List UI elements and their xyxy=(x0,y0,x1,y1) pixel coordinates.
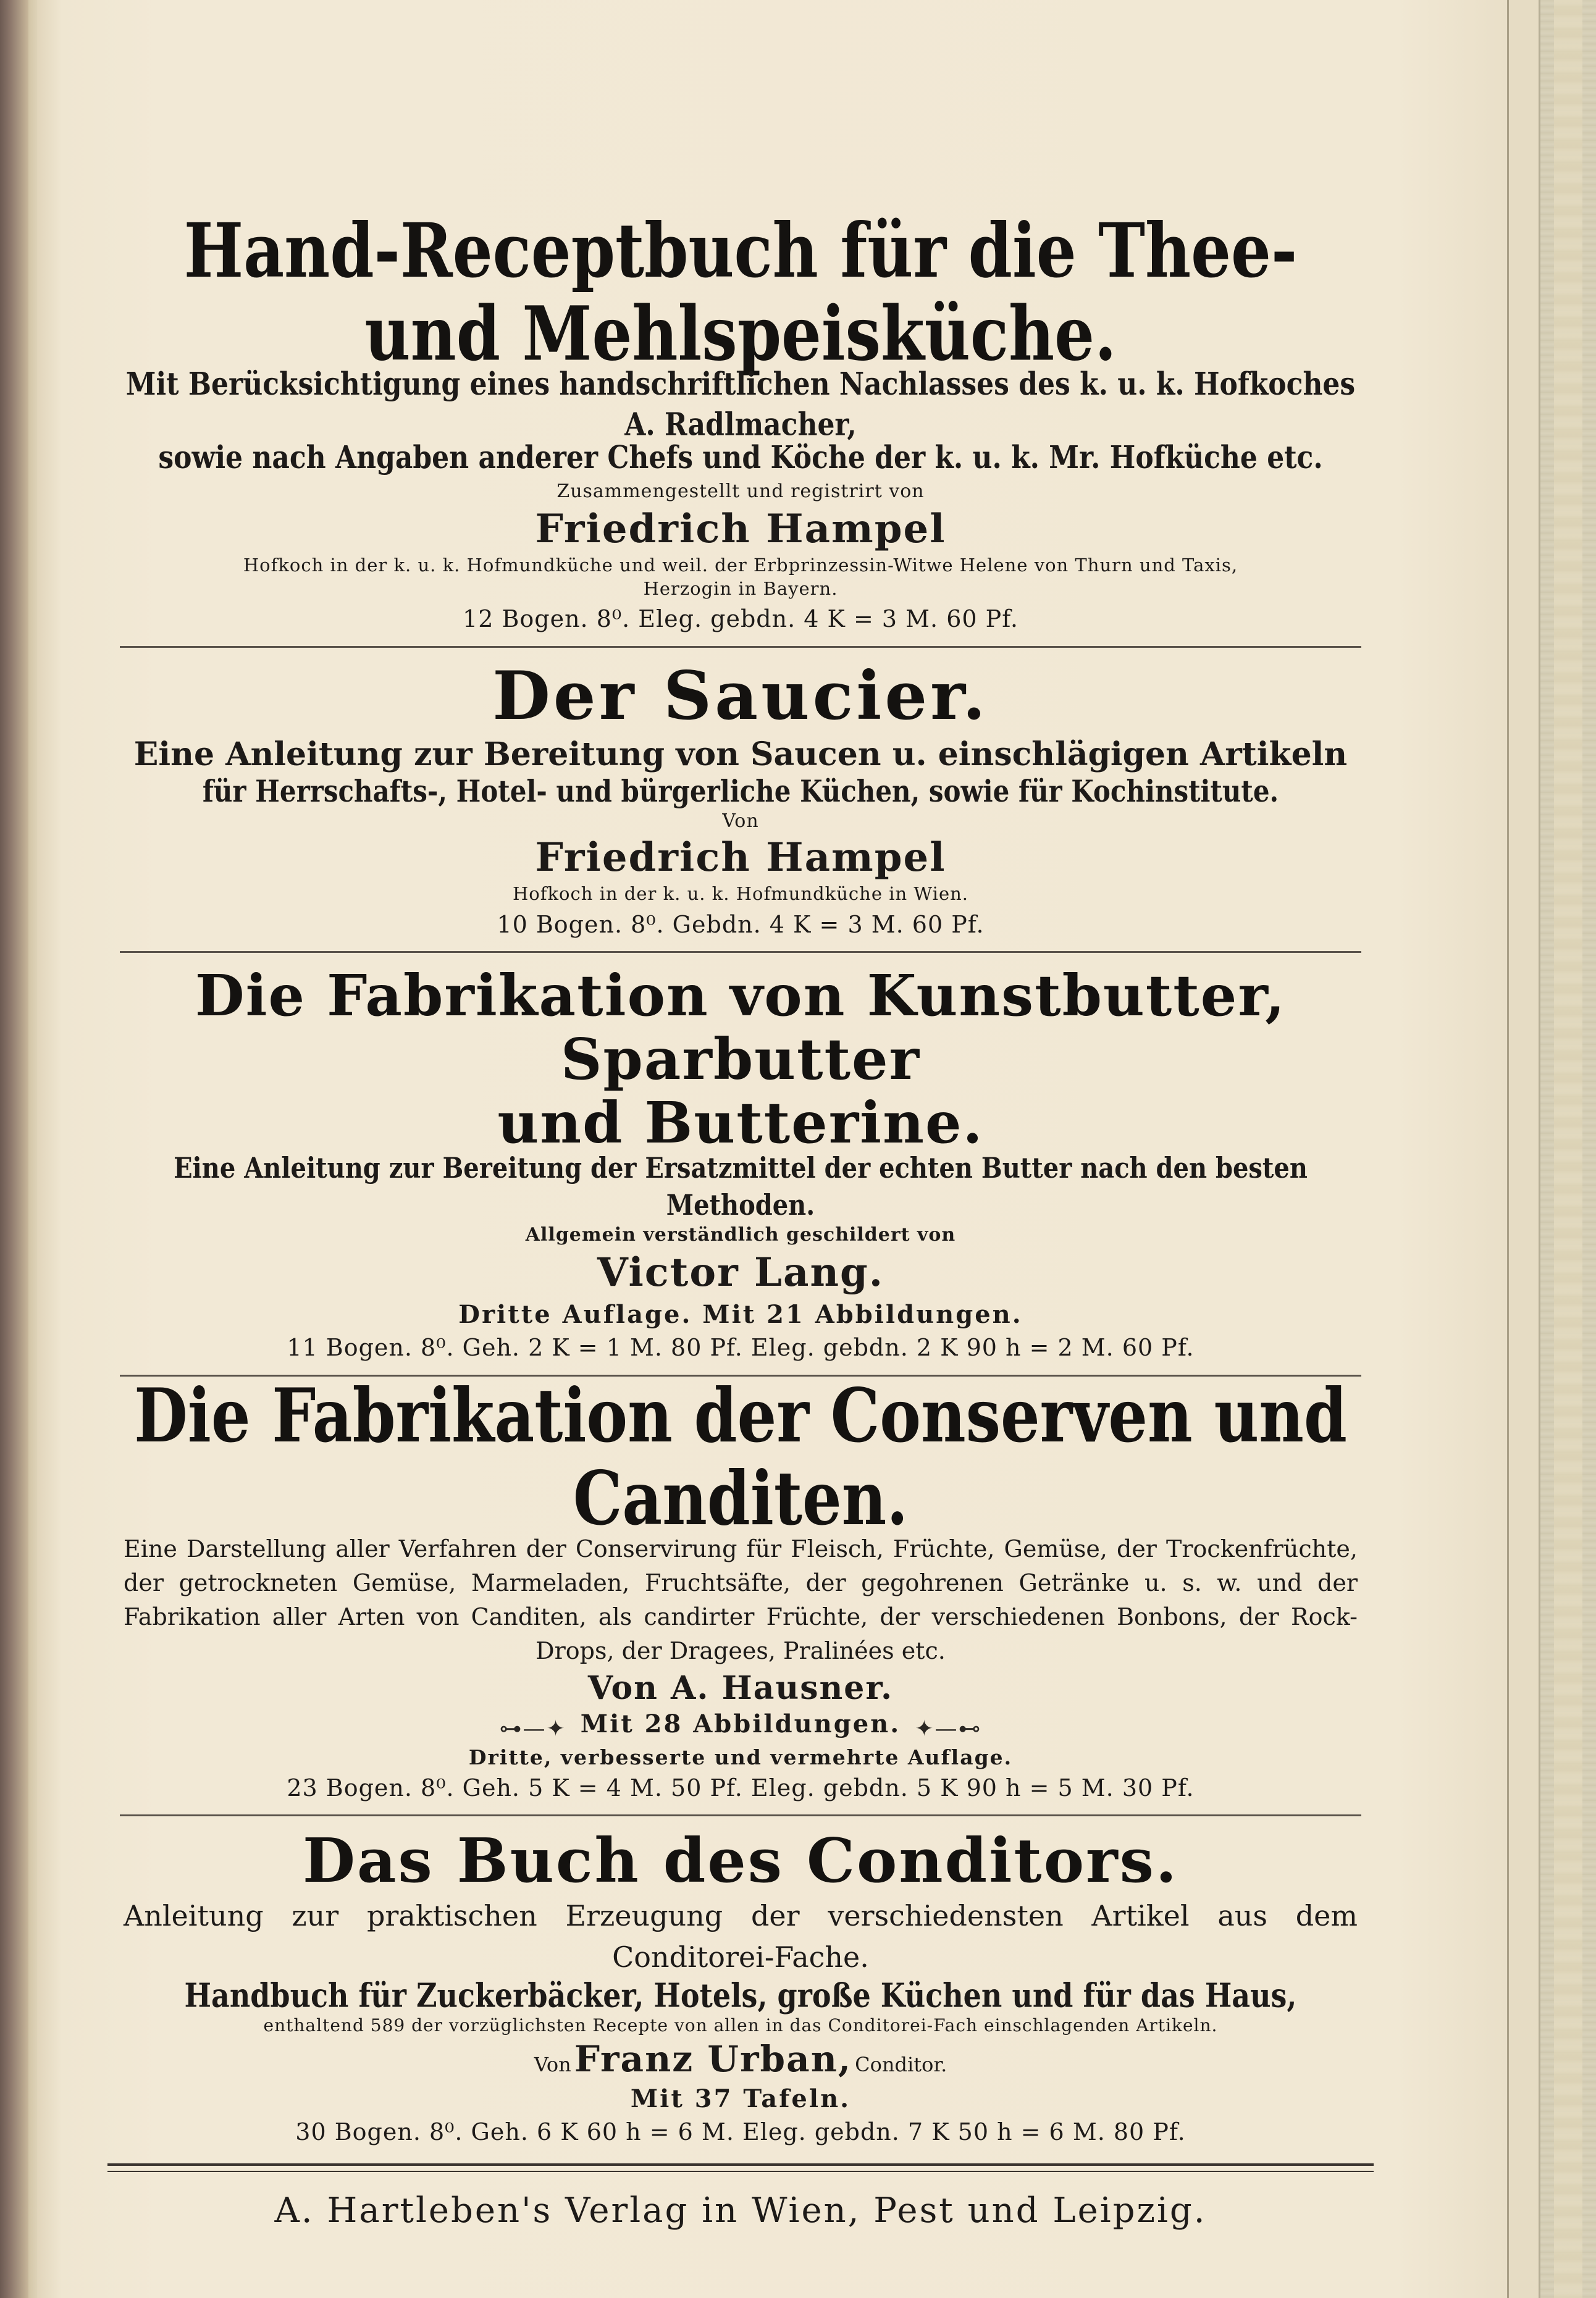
price-line: 10 Bogen. 8⁰. Gebdn. 4 K = 3 M. 60 Pf. xyxy=(497,910,985,938)
book-entry-conserven xyxy=(120,1371,1361,1804)
credit-line: Zusammengestellt und registrirt von xyxy=(556,480,925,503)
illustrations-row xyxy=(120,1708,1361,1744)
book-subtitle: Eine Anleitung zur Bereitung von Saucen u. einschlägigen Artikeln xyxy=(133,735,1348,773)
book-description: Eine Darstellung aller Verfahren der Conservirung für Fleisch, Früchte, Gemüse, der Trockenfrüchte, der getrockneten Gemüse, Marmeladen, Fruchtsäfte, der gegohrenen Getränke u. s. w. und der Fabrikation aller Arten von Canditen, als candirter Früchte, der verschiedenen Bonbons, der Rock-Drops, der Dragees, Pralinées etc. xyxy=(124,1535,1358,1664)
credit-line: Von xyxy=(722,810,759,832)
illustrations-line: Mit 28 Abbildungen. xyxy=(580,1709,901,1738)
divider xyxy=(120,1814,1361,1816)
ornament-right-icon: ✦—⊷ xyxy=(915,1716,982,1742)
book-cover-edge xyxy=(1539,0,1596,2298)
book-title: Die Fabrikation der Conserven und Canditen. xyxy=(134,1371,1347,1542)
book-entry-hand-receptbuch xyxy=(120,207,1361,635)
book-entry-der-saucier xyxy=(120,656,1361,940)
footer-divider xyxy=(107,2163,1374,2172)
book-entry-kunstbutter xyxy=(120,964,1361,1363)
plates-line: Mit 37 Tafeln. xyxy=(630,2084,851,2113)
edition-line: Dritte, verbesserte und vermehrte Auflage. xyxy=(468,1745,1013,1769)
book-subtitle: Anleitung zur praktischen Erzeugung der verschiedensten Artikel aus dem Conditorei-Fache. xyxy=(124,1898,1358,1974)
book-subtitle: sowie nach Angaben anderer Chefs und Köche der k. u. k. Mr. Hofküche etc. xyxy=(158,440,1323,476)
book-title: Hand-Receptbuch für die Thee- und Mehlspeisküche. xyxy=(183,207,1298,379)
divider xyxy=(120,951,1361,953)
author-role: Conditor. xyxy=(855,2053,947,2077)
author-name: Franz Urban, xyxy=(574,2038,852,2081)
price-line: 11 Bogen. 8⁰. Geh. 2 K = 1 M. 80 Pf. Eleg. gebdn. 2 K 90 h = 2 M. 60 Pf. xyxy=(287,1334,1195,1362)
book-entry-buch-des-conditors xyxy=(120,1827,1361,2147)
advertisement-content xyxy=(120,207,1361,2265)
book-subtitle: für Herrschafts-, Hotel- und bürgerliche Küchen, sowie für Kochinstitute. xyxy=(202,774,1279,809)
book-spine xyxy=(0,0,28,2298)
author-info: Hofkoch in der k. u. k. Hofmundküche in Wien. xyxy=(512,883,968,904)
credit-line: Allgemein verständlich geschildert von xyxy=(525,1224,956,1246)
author-info: Herzogin in Bayern. xyxy=(643,577,838,599)
book-title-line: und Butterine. xyxy=(497,1089,984,1157)
von-label: Von xyxy=(534,2053,571,2077)
book-subtitle: Handbuch für Zuckerbäcker, Hotels, große Küchen und für das Haus, xyxy=(184,1976,1297,2015)
author-name: Von A. Hausner. xyxy=(587,1669,894,1707)
book-title-line: Die Fabrikation von Kunstbutter, Sparbutter xyxy=(195,962,1287,1093)
book-title: Das Buch des Conditors. xyxy=(303,1826,1178,1897)
page-sheet xyxy=(37,0,1509,2298)
author-info: Hofkoch in der k. u. k. Hofmundküche und weil. der Erbprinzessin-Witwe Helene von Thurn und Taxis, xyxy=(243,555,1238,576)
ornament-left-icon: ⊶—✦ xyxy=(499,1716,566,1742)
price-line: 12 Bogen. 8⁰. Eleg. gebdn. 4 K = 3 M. 60 Pf. xyxy=(463,605,1018,633)
author-name: Friedrich Hampel xyxy=(535,834,946,881)
price-line: 23 Bogen. 8⁰. Geh. 5 K = 4 M. 50 Pf. Eleg. gebdn. 5 K 90 h = 5 M. 30 Pf. xyxy=(287,1774,1195,1801)
edition-line: Dritte Auflage. Mit 21 Abbildungen. xyxy=(458,1300,1023,1330)
author-name: Victor Lang. xyxy=(597,1249,884,1296)
price-line: 30 Bogen. 8⁰. Geh. 6 K 60 h = 6 M. Eleg. gebdn. 7 K 50 h = 6 M. 80 Pf. xyxy=(295,2118,1186,2145)
book-title: Der Saucier. xyxy=(492,656,989,735)
publisher-imprint: A. Hartleben's Verlag in Wien, Pest und Leipzig. xyxy=(274,2191,1207,2231)
book-subtitle: Mit Berücksichtigung eines handschriftlichen Nachlasses des k. u. k. Hofkoches A. Radlmacher, xyxy=(125,366,1356,443)
book-contents: enthaltend 589 der vorzüglichsten Recepte von allen in das Conditorei-Fach einschlagenden Artikeln. xyxy=(263,2015,1218,2036)
book-subtitle: Eine Anleitung zur Bereitung der Ersatzmittel der echten Butter nach den besten Methoden. xyxy=(174,1151,1308,1222)
author-name: Friedrich Hampel xyxy=(535,506,946,553)
author-row xyxy=(120,2037,1361,2082)
divider xyxy=(120,646,1361,648)
